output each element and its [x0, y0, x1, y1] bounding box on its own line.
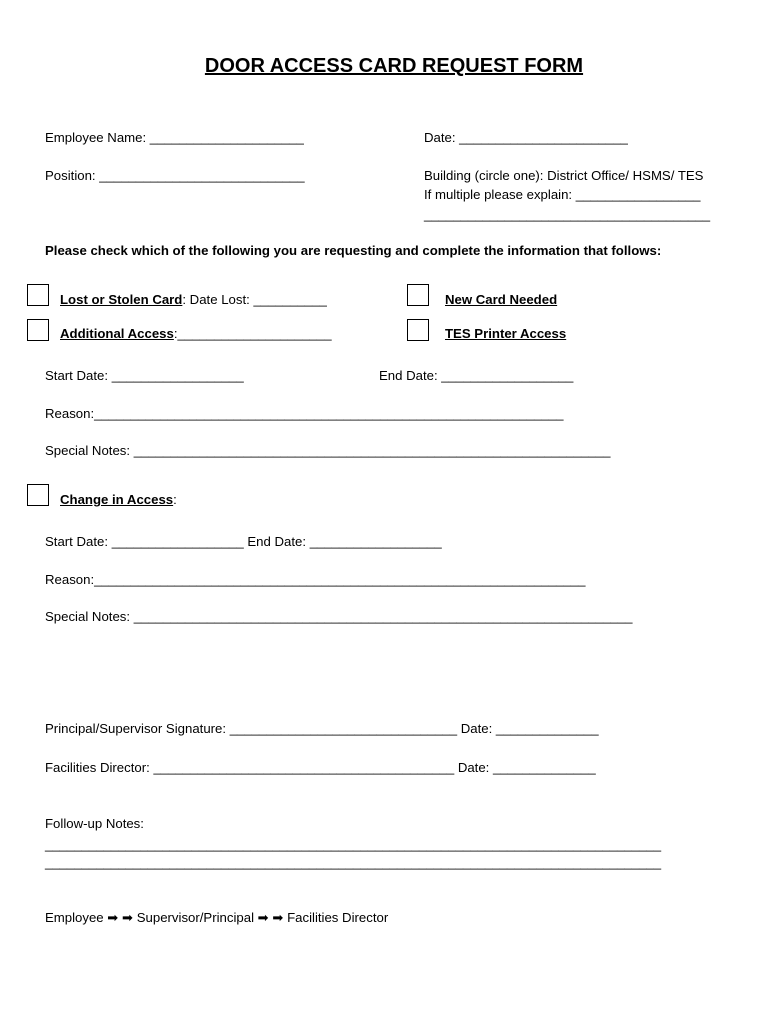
reason-field[interactable]: Reason:________________________________________________________________ [45, 406, 564, 421]
new-card-label: New Card Needed [445, 292, 558, 307]
followup-label: Follow-up Notes: [45, 816, 144, 831]
tes-printer-checkbox[interactable] [407, 319, 429, 341]
change-access-label: Change in Access [60, 492, 174, 507]
tes-printer-label: TES Printer Access [445, 326, 567, 341]
position-field[interactable]: Position: ____________________________ [45, 168, 305, 183]
additional-access-label: Additional Access [60, 326, 174, 341]
instructions-text: Please check which of the following you are requesting and complete the information that follows: [45, 243, 662, 258]
routing-text: Employee ➡ ➡ Supervisor/Principal ➡ ➡ Facilities Director [45, 910, 389, 925]
new-card-checkbox[interactable] [407, 284, 429, 306]
form-title: DOOR ACCESS CARD REQUEST FORM [204, 55, 584, 77]
date-lost-field[interactable]: : Date Lost: __________ [182, 292, 327, 307]
lost-stolen-label: Lost or Stolen Card [60, 292, 183, 307]
change-special-notes-field[interactable]: Special Notes: ____________________________________________________________________ [45, 609, 633, 624]
special-notes-field[interactable]: Special Notes: _________________________________________________________________ [45, 443, 611, 458]
lost-stolen-checkbox[interactable] [27, 284, 49, 306]
date-field[interactable]: Date: _______________________ [424, 130, 628, 145]
explain-line[interactable]: _______________________________________ [424, 207, 711, 222]
followup-line-1[interactable]: ____________________________________________________________________________________ [45, 837, 662, 852]
building-field[interactable]: Building (circle one): District Office/ HSMS/ TES [424, 168, 704, 183]
additional-access-checkbox[interactable] [27, 319, 49, 341]
facilities-director-field[interactable]: Facilities Director: _________________________________________ Date: ______________ [45, 760, 596, 775]
change-access-option [60, 492, 177, 508]
additional-access-option [60, 326, 332, 342]
change-access-colon: : [173, 492, 177, 507]
principal-signature-field[interactable]: Principal/Supervisor Signature: _______________________________ Date: ______________ [45, 721, 599, 736]
change-start-end-date-field[interactable]: Start Date: __________________ End Date: __________________ [45, 534, 442, 549]
followup-line-2[interactable]: ____________________________________________________________________________________ [45, 855, 662, 870]
lost-stolen-option [60, 292, 327, 308]
start-date-field[interactable]: Start Date: __________________ [45, 368, 244, 383]
end-date-field[interactable]: End Date: __________________ [379, 368, 574, 383]
change-reason-field[interactable]: Reason:___________________________________________________________________ [45, 572, 586, 587]
change-access-checkbox[interactable] [27, 484, 49, 506]
additional-access-field[interactable]: :_____________________ [173, 326, 332, 341]
employee-name-field[interactable]: Employee Name: _____________________ [45, 130, 304, 145]
multiple-explain-field[interactable]: If multiple please explain: _________________ [424, 187, 701, 202]
